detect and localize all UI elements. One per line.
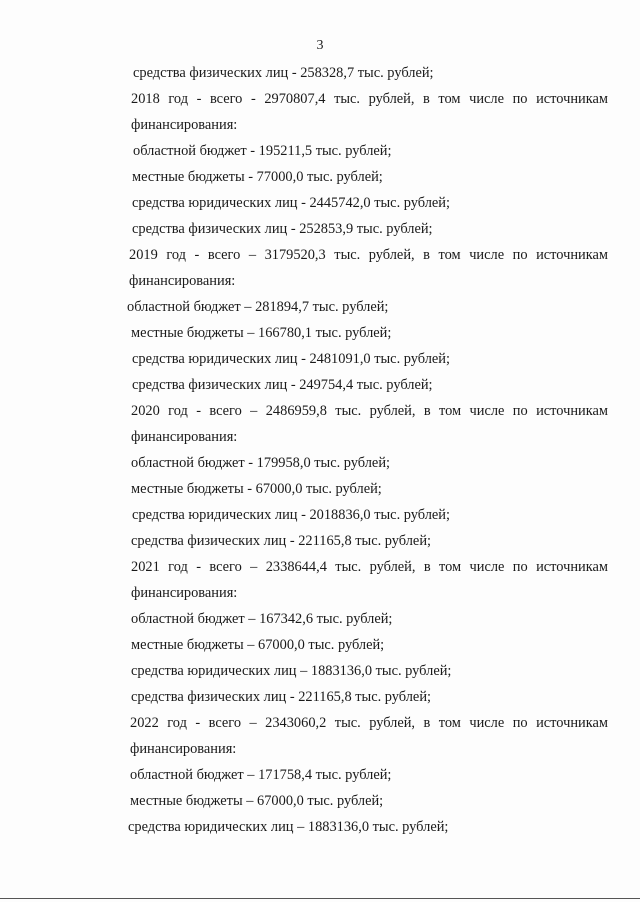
text-line: финансирования: (129, 273, 236, 289)
text-line: финансирования: (130, 741, 237, 757)
text-line: средства юридических лиц - 2481091,0 тыс. рублей; (132, 351, 451, 367)
text-line: 2018 год - всего - 2970807,4 тыс. рублей, в том числе по источникам (131, 91, 608, 107)
text-line: 2019 год - всего – 3179520,3 тыс. рублей, в том числе по источникам (129, 247, 608, 263)
text-line: средства юридических лиц - 2445742,0 тыс. рублей; (132, 195, 451, 211)
text-line: местные бюджеты – 67000,0 тыс. рублей; (131, 637, 385, 653)
text-line: областной бюджет – 171758,4 тыс. рублей; (130, 767, 392, 783)
text-line: средства юридических лиц – 1883136,0 тыс. рублей; (131, 663, 452, 679)
text-line: 2021 год - всего – 2338644,4 тыс. рублей, в том числе по источникам (131, 559, 608, 575)
text-line: областной бюджет – 167342,6 тыс. рублей; (131, 611, 393, 627)
text-line: 2020 год - всего – 2486959,8 тыс. рублей, в том числе по источникам (131, 403, 608, 419)
text-line: финансирования: (131, 585, 238, 601)
text-line: средства физических лиц - 249754,4 тыс. рублей; (132, 377, 433, 393)
text-line: средства физических лиц - 221165,8 тыс. рублей; (131, 533, 432, 549)
text-line: местные бюджеты – 67000,0 тыс. рублей; (130, 793, 384, 809)
text-line: финансирования: (131, 429, 238, 445)
page-number: 3 (316, 38, 324, 53)
text-line: 2022 год - всего – 2343060,2 тыс. рублей, в том числе по источникам (130, 715, 608, 731)
text-line: финансирования: (131, 117, 238, 133)
text-line: местные бюджеты – 166780,1 тыс. рублей; (131, 325, 392, 341)
text-line: средства юридических лиц – 1883136,0 тыс. рублей; (128, 819, 449, 835)
scan-edge-line (0, 898, 640, 899)
text-line: местные бюджеты - 67000,0 тыс. рублей; (131, 481, 382, 497)
text-line: местные бюджеты - 77000,0 тыс. рублей; (132, 169, 383, 185)
text-line: областной бюджет – 281894,7 тыс. рублей; (127, 299, 389, 315)
text-line: средства юридических лиц - 2018836,0 тыс. рублей; (132, 507, 451, 523)
text-line: областной бюджет - 179958,0 тыс. рублей; (131, 455, 391, 471)
text-line: средства физических лиц - 258328,7 тыс. рублей; (133, 65, 434, 81)
text-line: средства физических лиц - 221165,8 тыс. рублей; (131, 689, 432, 705)
text-line: областной бюджет - 195211,5 тыс. рублей; (133, 143, 392, 159)
text-line: средства физических лиц - 252853,9 тыс. рублей; (132, 221, 433, 237)
